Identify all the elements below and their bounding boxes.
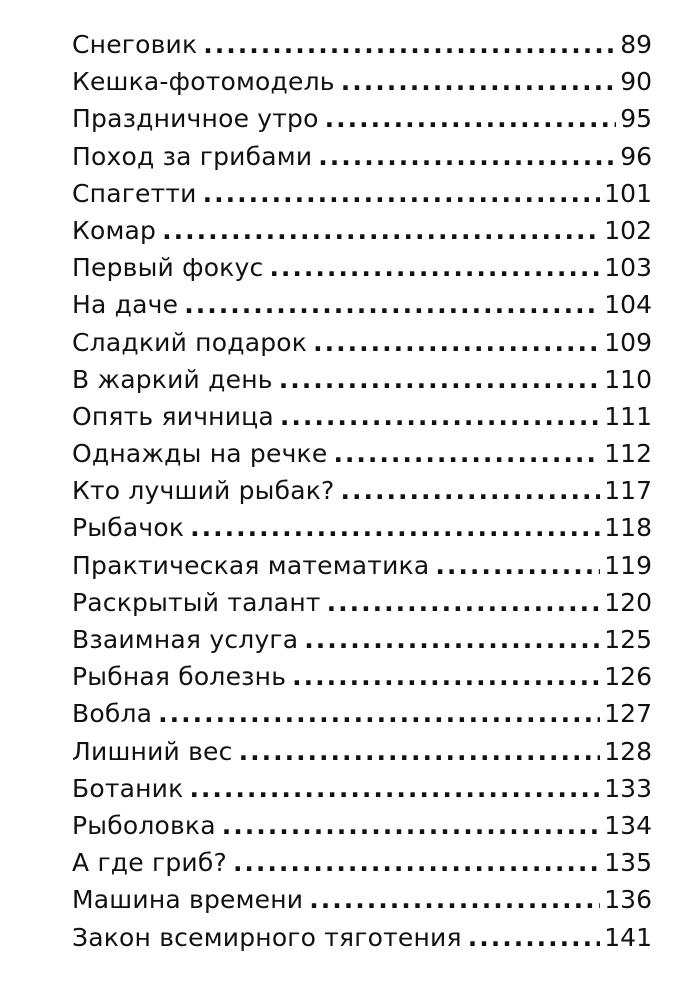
toc-entry-title: Рыболовка <box>72 810 216 840</box>
toc-entry-title: Сладкий подарок <box>72 327 308 357</box>
toc-entry[interactable] <box>72 881 652 918</box>
toc-entry-page-number: 95 <box>620 104 652 134</box>
toc-entry[interactable] <box>72 138 652 175</box>
toc-entry-page-number: 125 <box>604 625 652 654</box>
toc-entry[interactable] <box>72 26 652 63</box>
dot-leader <box>341 63 616 100</box>
toc-entry-title: Комар <box>72 215 157 245</box>
toc-entry-title: Однажды на речке <box>72 439 328 469</box>
toc-entry-title: Кто лучший рыбак? <box>72 476 335 506</box>
toc-entry[interactable] <box>72 361 652 398</box>
toc-entry[interactable] <box>72 547 652 584</box>
toc-entry-page-number: 112 <box>604 439 652 469</box>
dot-leader <box>280 398 600 435</box>
toc-entry[interactable] <box>72 658 652 695</box>
toc-entry-title: Спагетти <box>72 178 197 208</box>
toc-entry-page-number: 101 <box>604 178 652 208</box>
toc-entry-page-number: 127 <box>604 699 652 729</box>
toc-entry[interactable] <box>72 249 652 286</box>
dot-leader <box>184 286 600 323</box>
toc-entry-page-number: 135 <box>604 848 652 878</box>
toc-entry-page-number: 110 <box>604 364 652 394</box>
toc-entry[interactable] <box>72 733 652 770</box>
toc-entry[interactable] <box>72 621 652 658</box>
toc-entry[interactable] <box>72 286 652 323</box>
toc-entry-title: Раскрытый талант <box>72 587 321 617</box>
toc-entry-title: Лишний вес <box>72 736 233 766</box>
toc-entry-page-number: 96 <box>620 141 652 171</box>
dot-leader <box>341 472 601 509</box>
toc-entry-page-number: 109 <box>604 327 652 357</box>
toc-entry[interactable] <box>72 919 652 956</box>
dot-leader <box>279 361 601 398</box>
toc-entry[interactable] <box>72 398 652 435</box>
toc-entry-title: Закон всемирного тяготения <box>72 922 462 952</box>
toc-entry-title: Кешка-фотомодель <box>72 67 335 97</box>
toc-entry-title: Снеговик <box>72 30 198 59</box>
toc-entry-page-number: 120 <box>604 587 652 617</box>
toc-entry-page-number: 104 <box>604 290 652 320</box>
toc-entry-page-number: 119 <box>604 550 652 580</box>
dot-leader <box>158 695 600 732</box>
toc-entry-page-number: 103 <box>604 253 652 283</box>
dot-leader <box>292 658 600 695</box>
toc-entry-title: Взаимная услуга <box>72 625 299 654</box>
dot-leader <box>233 844 600 881</box>
toc-entry-page-number: 134 <box>604 810 652 840</box>
toc-entry-page-number: 118 <box>604 513 652 543</box>
toc-entry-title: Праздничное утро <box>72 104 319 134</box>
toc-entry-title: А где гриб? <box>72 848 227 878</box>
dot-leader <box>203 175 601 212</box>
toc-entry-title: Практическая математика <box>72 550 430 580</box>
toc-entry[interactable] <box>72 63 652 100</box>
toc-entry-title: Поход за грибами <box>72 141 313 171</box>
toc-entry-page-number: 133 <box>604 773 652 803</box>
dot-leader <box>269 249 600 286</box>
toc-entry[interactable] <box>72 584 652 621</box>
toc-entry-title: Первый фокус <box>72 253 264 283</box>
toc-entry-title: Рыбачок <box>72 513 185 543</box>
toc-entry[interactable] <box>72 695 652 732</box>
dot-leader <box>313 324 600 361</box>
dot-leader <box>190 509 600 546</box>
toc-entry-title: Машина времени <box>72 885 304 915</box>
dot-leader <box>309 881 600 918</box>
toc-entry[interactable] <box>72 807 652 844</box>
toc-entry-page-number: 141 <box>604 922 652 952</box>
dot-leader <box>189 770 600 807</box>
toc-entry-title: На даче <box>72 290 179 320</box>
toc-entry-page-number: 117 <box>604 476 652 506</box>
dot-leader <box>468 919 601 956</box>
toc-entry[interactable] <box>72 100 652 137</box>
toc-entry-title: Ботаник <box>72 773 184 803</box>
toc-entry-page-number: 126 <box>604 662 652 692</box>
toc-entry[interactable] <box>72 324 652 361</box>
toc-entry-page-number: 128 <box>604 736 652 766</box>
toc-entry[interactable] <box>72 175 652 212</box>
toc-entry-page-number: 102 <box>604 215 652 245</box>
toc-entry-page-number: 89 <box>620 30 652 59</box>
dot-leader <box>333 435 600 472</box>
toc-entry-title: Опять яичница <box>72 401 274 431</box>
dot-leader <box>435 547 600 584</box>
toc-entry[interactable] <box>72 844 652 881</box>
toc-entry[interactable] <box>72 509 652 546</box>
dot-leader <box>325 100 617 137</box>
dot-leader <box>318 138 616 175</box>
toc-entry[interactable] <box>72 212 652 249</box>
dot-leader <box>203 26 616 63</box>
toc-entry-page-number: 90 <box>620 67 652 97</box>
toc-entry-page-number: 136 <box>604 885 652 915</box>
toc-entry-title: Вобла <box>72 699 153 729</box>
toc-entry-title: В жаркий день <box>72 364 273 394</box>
toc-entry-title: Рыбная болезнь <box>72 662 287 692</box>
dot-leader <box>304 621 600 658</box>
toc-entry[interactable] <box>72 770 652 807</box>
dot-leader <box>222 807 601 844</box>
toc-entry[interactable] <box>72 435 652 472</box>
table-of-contents <box>72 26 652 956</box>
toc-entry-page-number: 111 <box>604 401 652 431</box>
dot-leader <box>239 733 601 770</box>
dot-leader <box>162 212 600 249</box>
dot-leader <box>327 584 601 621</box>
toc-entry[interactable] <box>72 472 652 509</box>
